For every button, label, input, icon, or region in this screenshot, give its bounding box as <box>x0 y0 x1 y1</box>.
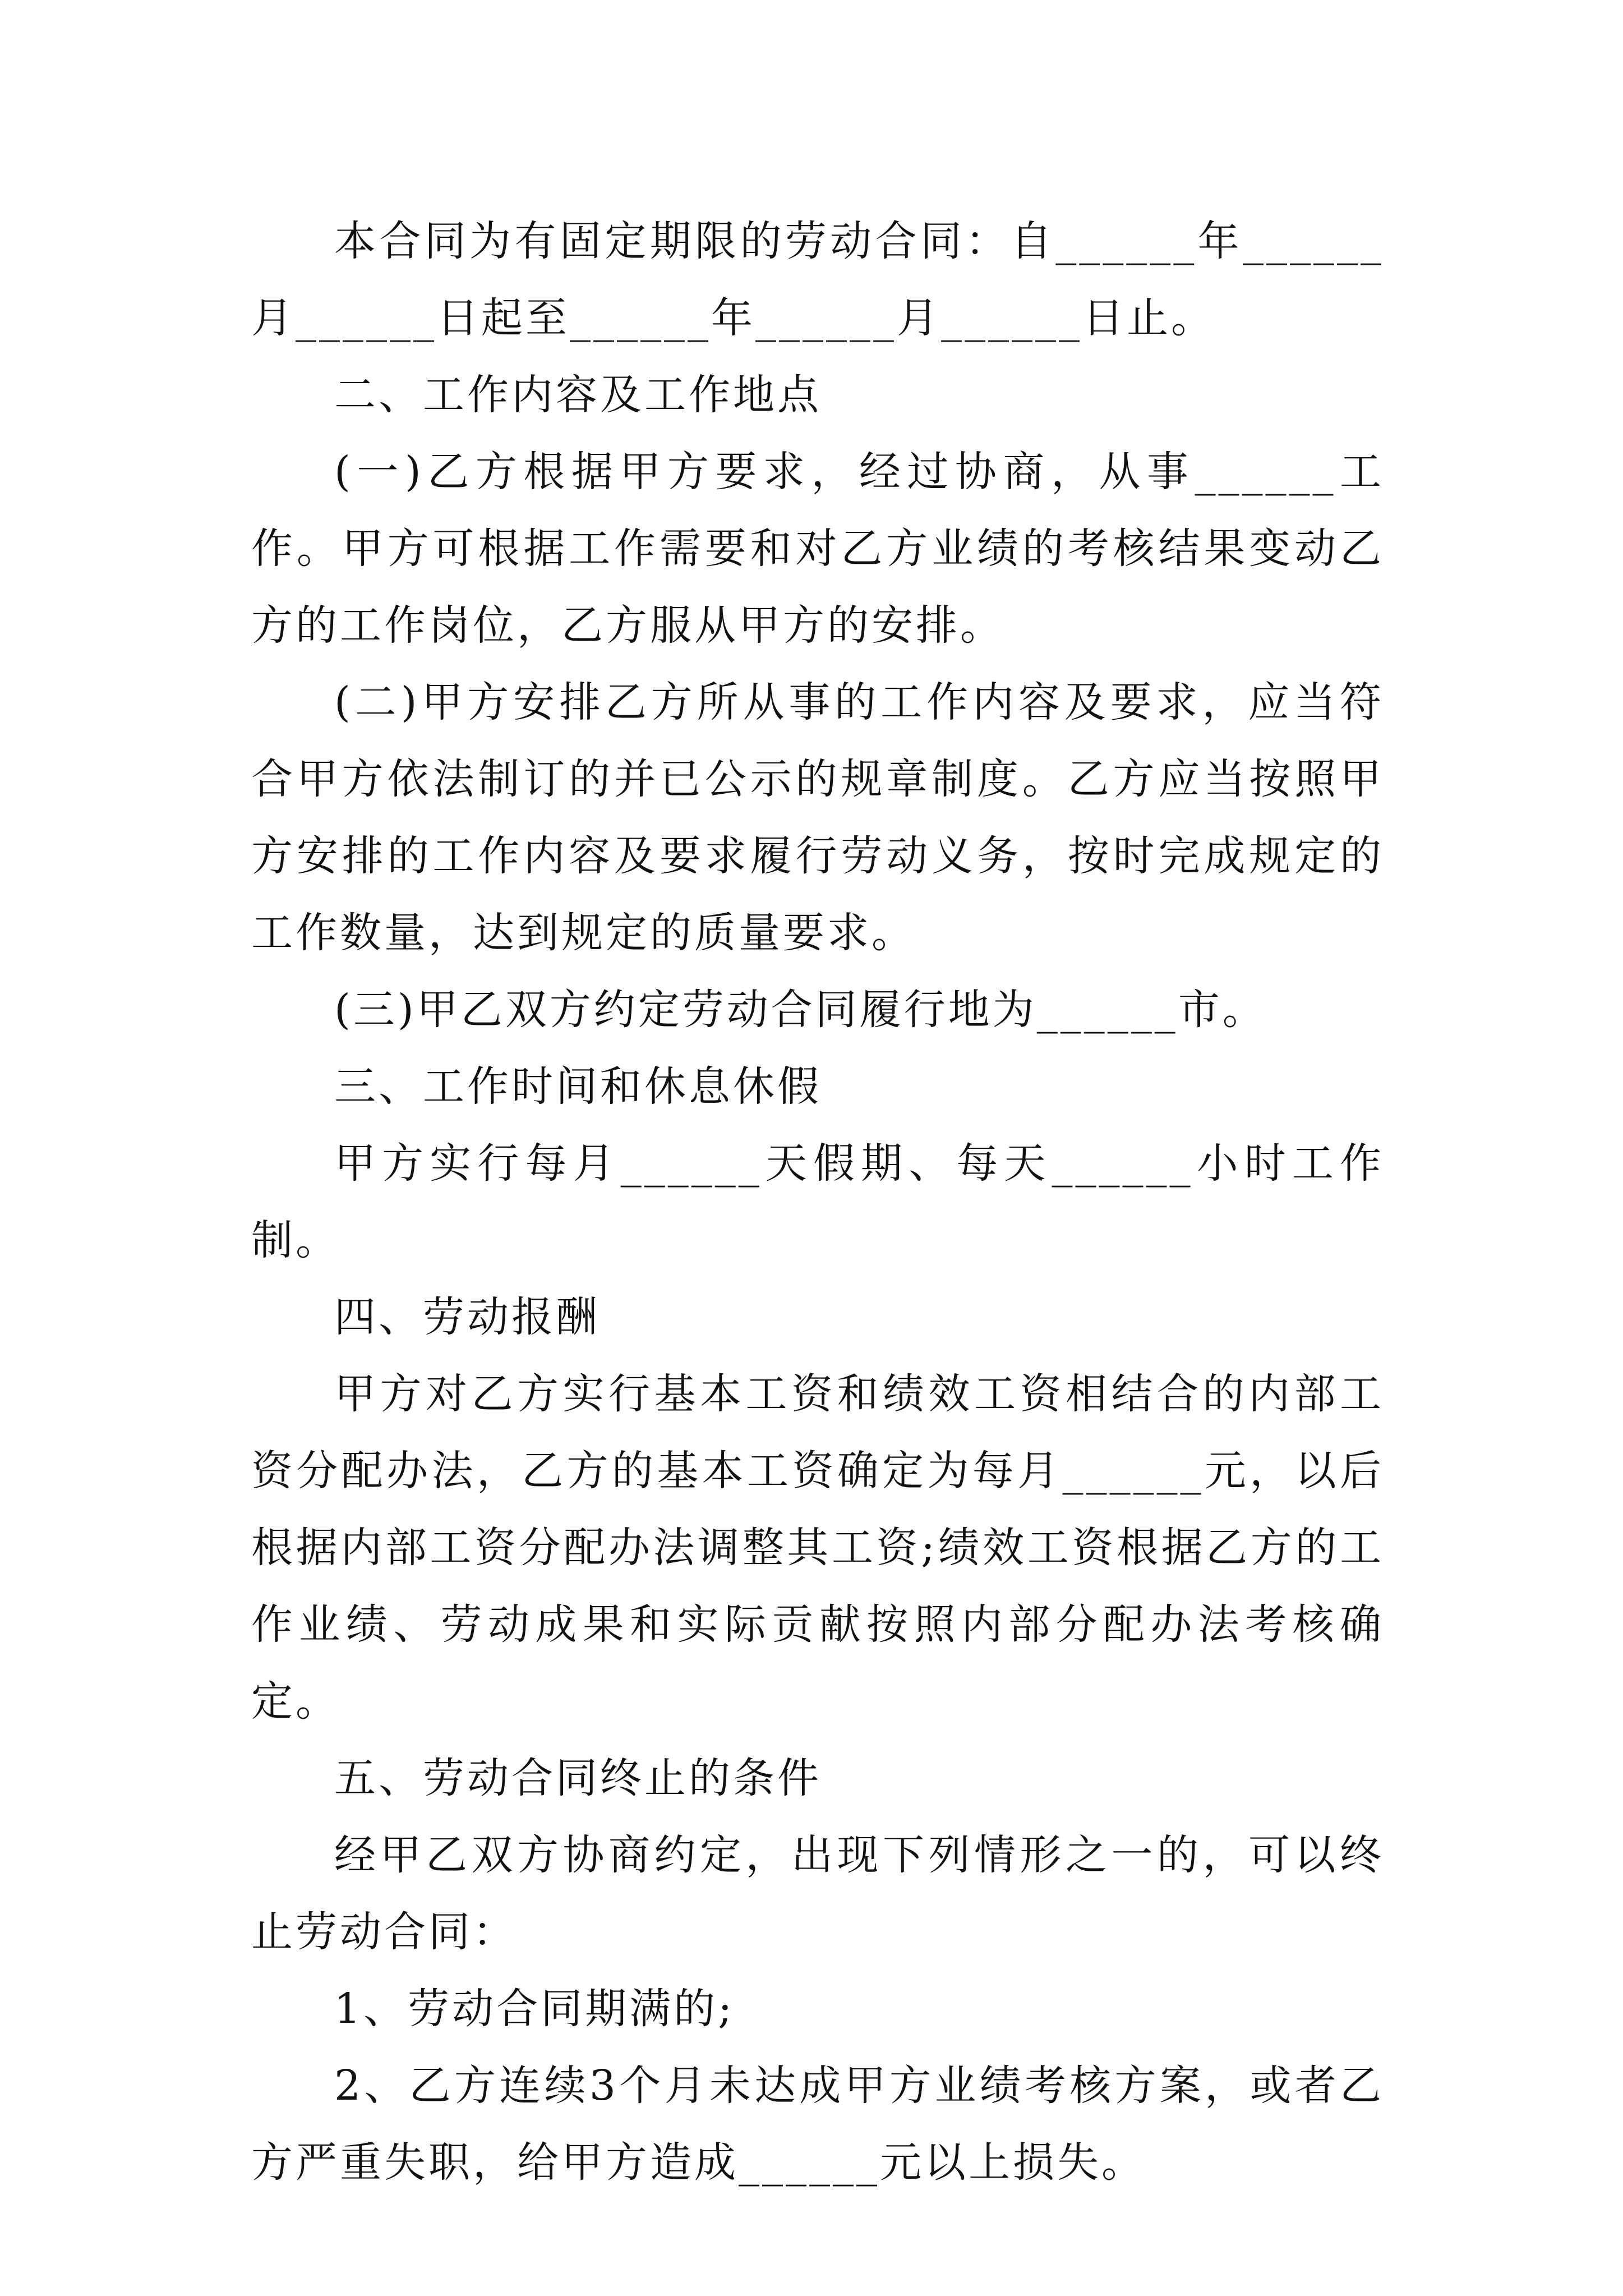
section-heading-work-content: 二、工作内容及工作地点 <box>334 371 822 419</box>
contract-body <box>251 203 1384 2201</box>
paragraph-termination-intro: 经甲乙双方协商约定，出现下列情形之一的，可以终止劳动合同： <box>251 1831 1384 1956</box>
section-heading-termination: 五、劳动合同终止的条件 <box>334 1754 822 1802</box>
paragraph-remuneration: 甲方对乙方实行基本工资和绩效工资相结合的内部工资分配办法，乙方的基本工资确定为每月______元，以后根据内部工资分配办法调整其工资;绩效工资根据乙方的工作业绩、劳动成果和实际贡献按照内部分配办法考核确定。 <box>251 1370 1384 1726</box>
paragraph-contract-term: 本合同为有固定期限的劳动合同：自______年______月______日起至______年______月______日止。 <box>251 217 1384 342</box>
paragraph-working-hours: 甲方实行每月______天假期、每天______小时工作制。 <box>251 1139 1384 1264</box>
section-heading-remuneration: 四、劳动报酬 <box>334 1293 600 1341</box>
paragraph-work-location: (三)甲乙双方约定劳动合同履行地为______市。 <box>334 986 1267 1034</box>
paragraph-work-requirements: (二)甲方安排乙方所从事的工作内容及要求，应当符合甲方依法制订的并已公示的规章制度。乙方应当按照甲方安排的工作内容及要求履行劳动义务，按时完成规定的工作数量，达到规定的质量要求。 <box>251 678 1384 957</box>
list-item-termination-2: 2、乙方连续3个月未达成甲方业绩考核方案，或者乙方严重失职，给甲方造成______元以上损失。 <box>251 2062 1384 2187</box>
section-heading-working-hours: 三、工作时间和休息休假 <box>334 1062 822 1111</box>
paragraph-job-assignment: (一)乙方根据甲方要求，经过协商，从事______工作。甲方可根据工作需要和对乙方业绩的考核结果变动乙方的工作岗位，乙方服从甲方的安排。 <box>251 448 1384 650</box>
list-item-termination-1: 1、劳动合同期满的; <box>334 1985 735 2033</box>
